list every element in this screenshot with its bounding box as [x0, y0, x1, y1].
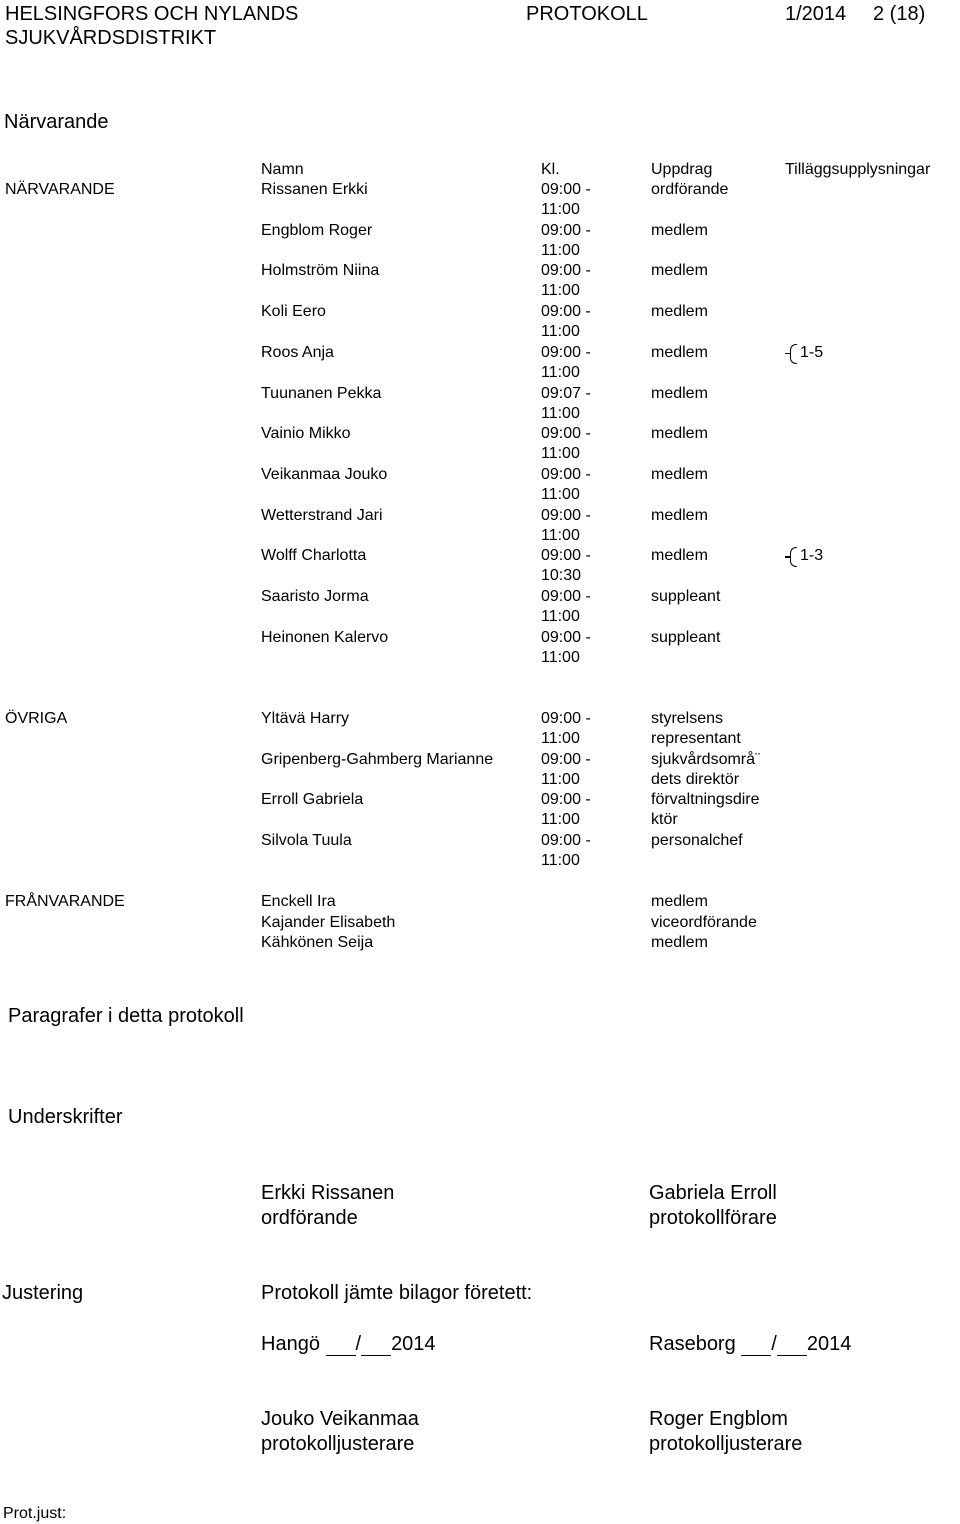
- member-time-end: 11:00: [541, 485, 580, 503]
- other-role-line2: dets direktör: [651, 770, 740, 788]
- other-name: Erroll Gabriela: [261, 791, 364, 809]
- other-role-line1: styrelsens: [651, 710, 724, 727]
- member-role: medlem: [651, 506, 708, 524]
- other-role-line1: personalchef: [651, 832, 743, 850]
- member-time-end: 11:00: [541, 241, 580, 259]
- member-name: Engblom Roger: [261, 221, 373, 239]
- member-time-end: 11:00: [541, 282, 580, 300]
- member-role: medlem: [651, 425, 708, 443]
- month-blank-left: [361, 1337, 391, 1356]
- paragraphs-heading: Paragrafer i detta protokoll: [8, 1005, 244, 1027]
- member-name: Veikanmaa Jouko: [261, 465, 388, 483]
- member-time-end: 11:00: [541, 445, 580, 463]
- member-time-end: 11:00: [541, 608, 580, 625]
- absent-name: Enckell Ira: [261, 893, 336, 910]
- chair-name: Erkki Rissanen: [261, 1182, 395, 1204]
- other-time-start: 09:00 -: [541, 832, 591, 850]
- member-name: Heinonen Kalervo: [261, 628, 389, 646]
- organization-name-line2: SJUKVÅRDSDISTRIKT: [5, 27, 217, 49]
- member-time-start: 09:00 -: [541, 588, 591, 605]
- month-blank-right: [777, 1337, 807, 1356]
- member-role: medlem: [651, 343, 708, 361]
- member-role: medlem: [651, 221, 708, 239]
- adjustment-text: Protokoll jämte bilagor företett:: [261, 1282, 533, 1304]
- other-name: Silvola Tuula: [261, 832, 352, 850]
- member-extra-info: 1-5: [800, 343, 824, 361]
- place-left: Hangö: [261, 1333, 320, 1355]
- other-time-start: 09:00 -: [541, 710, 591, 727]
- absent-name: Kähkönen Seija: [261, 934, 374, 951]
- member-extra-info: 1-3: [800, 547, 824, 565]
- other-name: Yltävä Harry: [261, 710, 350, 727]
- date-line-left: [261, 1332, 436, 1356]
- member-time-end: 11:00: [541, 648, 580, 666]
- member-time-end: 11:00: [541, 201, 580, 218]
- absent-name: Kajander Elisabeth: [261, 913, 396, 931]
- member-time-start: 09:07 -: [541, 384, 591, 402]
- footer-adjusted-label: Prot.just:: [3, 1505, 67, 1522]
- member-role: medlem: [651, 547, 708, 565]
- adjustment-label: Justering: [2, 1282, 84, 1304]
- column-role-header: Uppdrag: [651, 161, 713, 178]
- member-time-start: 09:00 -: [541, 506, 591, 524]
- protocol-number: 1/2014: [785, 3, 847, 25]
- page-number: 2 (18): [873, 3, 926, 25]
- member-time-start: 09:00 -: [541, 628, 591, 646]
- present-label: NÄRVARANDE: [5, 181, 115, 198]
- adjuster-right-role: protokolljusterare: [649, 1433, 803, 1455]
- date-slash-left: /: [355, 1333, 362, 1355]
- member-time-start: 09:00 -: [541, 547, 591, 565]
- column-name-header: Namn: [261, 161, 304, 178]
- other-time-end: 11:00: [541, 852, 580, 870]
- other-time-start: 09:00 -: [541, 750, 591, 768]
- member-time-end: 11:00: [541, 404, 580, 422]
- others-label: ÖVRIGA: [5, 710, 68, 727]
- member-time-start: 09:00 -: [541, 221, 591, 239]
- absent-label: FRÅNVARANDE: [5, 893, 125, 910]
- member-name: Roos Anja: [261, 343, 334, 361]
- chair-role: ordförande: [261, 1207, 358, 1229]
- date-slash-right: /: [771, 1333, 777, 1355]
- other-role-line2: representant: [651, 730, 741, 747]
- secretary-name: Gabriela Erroll: [649, 1182, 777, 1204]
- absent-role: medlem: [651, 893, 708, 910]
- member-name: Koli Eero: [261, 303, 326, 321]
- member-name: Rissanen Erkki: [261, 181, 368, 198]
- signatures-heading: Underskrifter: [8, 1106, 123, 1128]
- place-right: Raseborg: [649, 1333, 736, 1355]
- day-blank-left: [326, 1337, 356, 1356]
- member-name: Wetterstrand Jari: [261, 506, 383, 524]
- column-extra-header: Tilläggsupplysningar: [785, 161, 931, 178]
- other-time-end: 11:00: [541, 811, 580, 829]
- member-name: Tuunanen Pekka: [261, 384, 382, 402]
- member-time-start: 09:00 -: [541, 425, 591, 443]
- member-role: suppleant: [651, 628, 721, 646]
- member-time-end: 10:30: [541, 567, 582, 585]
- other-role-line1: sjukvårdsområ¨: [651, 750, 761, 768]
- year-left: 2014: [391, 1333, 436, 1355]
- absent-role: viceordförande: [651, 913, 757, 931]
- organization-name-line1: HELSINGFORS OCH NYLANDS: [5, 3, 299, 25]
- member-time-start: 09:00 -: [541, 181, 591, 198]
- document-type: PROTOKOLL: [526, 3, 648, 25]
- adjuster-left-role: protokolljusterare: [261, 1433, 415, 1455]
- member-time-start: 09:00 -: [541, 465, 591, 483]
- other-time-end: 11:00: [541, 770, 580, 788]
- other-role-line2: ktör: [651, 811, 678, 829]
- day-blank-right: [741, 1337, 771, 1356]
- member-time-start: 09:00 -: [541, 303, 591, 321]
- member-time-end: 11:00: [541, 323, 580, 341]
- secretary-role: protokollförare: [649, 1207, 777, 1229]
- member-name: Holmström Niina: [261, 262, 380, 280]
- adjuster-left-name: Jouko Veikanmaa: [261, 1408, 419, 1430]
- brace-icon: [790, 344, 797, 364]
- member-role: medlem: [651, 262, 708, 280]
- attendance-heading: Närvarande: [4, 111, 109, 133]
- member-role: ordförande: [651, 181, 729, 198]
- member-role: medlem: [651, 465, 708, 483]
- member-time-start: 09:00 -: [541, 262, 591, 280]
- other-time-end: 11:00: [541, 730, 580, 747]
- member-role: medlem: [651, 303, 708, 321]
- member-time-end: 11:00: [541, 363, 580, 381]
- member-name: Wolff Charlotta: [261, 547, 367, 565]
- member-role: medlem: [651, 384, 708, 402]
- date-line-right: [649, 1332, 851, 1356]
- column-time-header: Kl.: [541, 161, 560, 178]
- year-right: 2014: [806, 1333, 852, 1355]
- member-time-start: 09:00 -: [541, 343, 591, 361]
- member-time-end: 11:00: [541, 526, 580, 544]
- other-name: Gripenberg-Gahmberg Marianne: [261, 750, 494, 768]
- other-time-start: 09:00 -: [541, 791, 591, 809]
- member-name: Vainio Mikko: [261, 425, 351, 443]
- other-role-line1: förvaltningsdire: [651, 791, 760, 809]
- brace-icon: [790, 547, 797, 567]
- adjuster-right-name: Roger Engblom: [649, 1408, 788, 1430]
- member-name: Saaristo Jorma: [261, 588, 369, 605]
- member-role: suppleant: [651, 588, 721, 605]
- absent-role: medlem: [651, 934, 708, 951]
